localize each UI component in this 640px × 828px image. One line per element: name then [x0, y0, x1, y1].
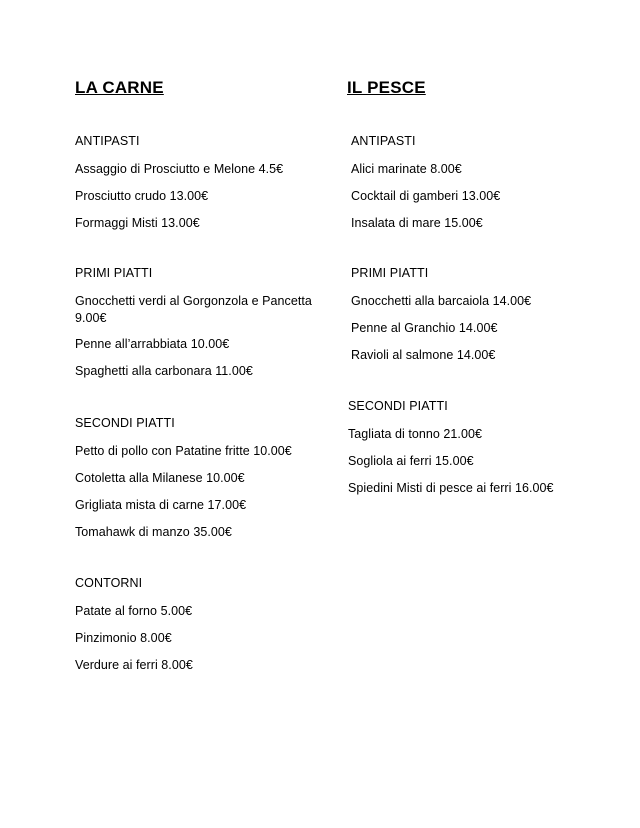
menu-item: Ravioli al salmone 14.00€ — [351, 348, 496, 362]
menu-item: Prosciutto crudo 13.00€ — [75, 189, 209, 203]
meat-primi-section — [75, 266, 325, 390]
meat-antipasti-section — [75, 134, 325, 242]
section-heading: SECONDI PIATTI — [75, 416, 175, 430]
menu-item: Alici marinate 8.00€ — [351, 162, 462, 176]
fish-menu-title: IL PESCE — [347, 78, 426, 97]
section-heading: PRIMI PIATTI — [75, 266, 153, 280]
menu-item: Tomahawk di manzo 35.00€ — [75, 525, 232, 539]
menu-item: Sogliola ai ferri 15.00€ — [348, 454, 474, 468]
menu-item: Cocktail di gamberi 13.00€ — [351, 189, 501, 203]
menu-item: Gnocchetti verdi al Gorgonzola e Pancetta 9.00€ — [75, 294, 312, 325]
menu-item: Insalata di mare 15.00€ — [351, 216, 483, 230]
section-heading: CONTORNI — [75, 576, 143, 590]
menu-item: Gnocchetti alla barcaiola 14.00€ — [351, 294, 532, 308]
menu-item: Penne al Granchio 14.00€ — [351, 321, 498, 335]
meat-contorni-section — [75, 576, 325, 684]
menu-item: Grigliata mista di carne 17.00€ — [75, 498, 247, 512]
menu-item: Verdure ai ferri 8.00€ — [75, 658, 193, 672]
meat-secondi-section — [75, 416, 325, 551]
section-heading: ANTIPASTI — [351, 134, 416, 148]
menu-item: Assaggio di Prosciutto e Melone 4.5€ — [75, 162, 284, 176]
section-heading: PRIMI PIATTI — [351, 266, 429, 280]
fish-antipasti-section — [351, 134, 581, 242]
menu-item: Formaggi Misti 13.00€ — [75, 216, 200, 230]
meat-menu-title: LA CARNE — [75, 78, 164, 97]
menu-item: Tagliata di tonno 21.00€ — [348, 427, 482, 441]
section-heading: SECONDI PIATTI — [348, 399, 448, 413]
menu-item: Patate al forno 5.00€ — [75, 604, 193, 618]
fish-secondi-section — [348, 399, 578, 507]
menu-item: Spiedini Misti di pesce ai ferri 16.00€ — [348, 481, 554, 495]
fish-primi-section — [351, 266, 581, 374]
menu-item: Petto di pollo con Patatine fritte 10.00€ — [75, 444, 292, 458]
menu-item: Penne all’arrabbiata 10.00€ — [75, 337, 230, 351]
section-heading: ANTIPASTI — [75, 134, 140, 148]
menu-item: Spaghetti alla carbonara 11.00€ — [75, 364, 253, 378]
menu-item: Pinzimonio 8.00€ — [75, 631, 172, 645]
menu-item: Cotoletta alla Milanese 10.00€ — [75, 471, 245, 485]
